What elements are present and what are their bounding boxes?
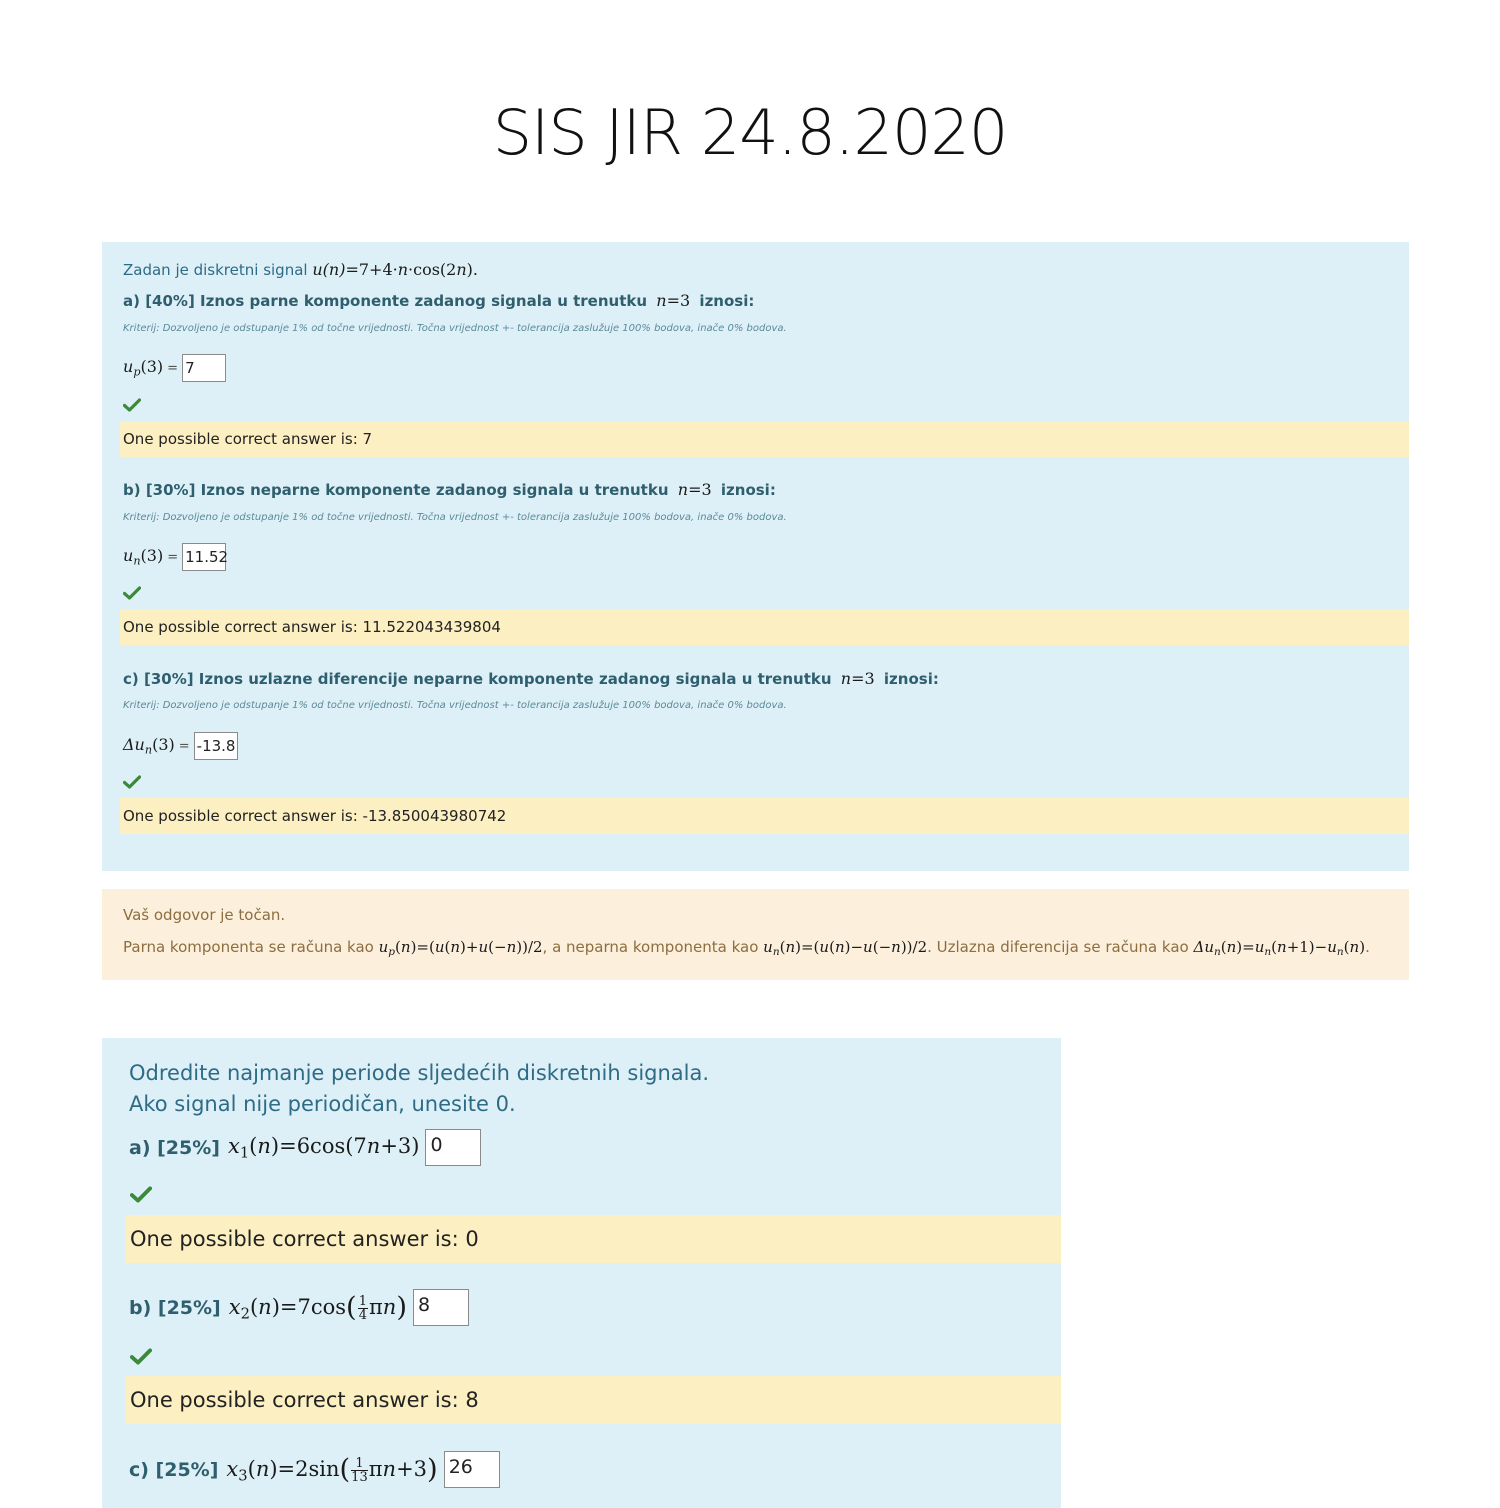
period-part-c-input[interactable]: 26	[444, 1451, 500, 1488]
part-c-answer-row	[123, 732, 238, 760]
question-2-intro	[129, 1058, 709, 1120]
part-a-label: a) [40%] Iznos parne komponente zadanog signala u trenutku	[123, 292, 648, 310]
check-icon	[123, 775, 141, 789]
check-icon	[130, 1186, 152, 1203]
part-b-answer-label: $u_n(3)$	[123, 546, 164, 568]
part-b-correct-answer: One possible correct answer is: 11.522043439804	[120, 609, 1409, 645]
period-part-a-formula: $x_1(n)=6\cos(7n+3)$	[227, 1133, 420, 1162]
feedback-text-4: .	[1365, 938, 1370, 956]
period-part-b	[129, 1289, 469, 1326]
part-b-suffix: iznosi:	[720, 481, 776, 499]
part-a-suffix: iznosi:	[699, 292, 755, 310]
part-b-condition: n=3	[677, 480, 712, 499]
part-a-heading	[123, 291, 754, 310]
equals-sign: =	[178, 738, 190, 754]
period-part-b-input[interactable]: 8	[413, 1289, 469, 1326]
part-c-answer-label: $\Delta u_n(3)$	[123, 735, 175, 757]
feedback-text-3: . Uzlazna diferencija se računa kao	[927, 938, 1189, 956]
period-part-c	[129, 1451, 500, 1488]
page-title: SIS JIR 24.8.2020	[492, 96, 1008, 169]
feedback-explanation	[123, 938, 1370, 958]
part-a-answer-row	[123, 354, 226, 382]
intro-line-1: Odredite najmanje periode sljedećih diskretnih signala.	[129, 1061, 710, 1085]
even-component-formula: $u_p(n)=(u(n)+u(-n))/2$	[378, 938, 543, 959]
part-c-answer-input[interactable]: -13.8	[194, 732, 238, 760]
period-part-b-label: b) [25%]	[129, 1296, 221, 1319]
part-c-correct-answer: One possible correct answer is: -13.850043980742	[120, 798, 1409, 834]
part-b-criteria: Kriterij: Dozvoljeno je odstupanje 1% od točne vrijednosti. Točna vrijednost +- tolerancija zaslužuje 100% bodova, inače 0% bodova.	[123, 512, 787, 523]
period-part-a-input[interactable]: 0	[425, 1129, 481, 1166]
odd-component-formula: $u_n(n)=(u(n)-u(-n))/2$	[763, 938, 928, 959]
feedback-text-2: , a neparna komponenta kao	[542, 938, 759, 956]
part-c-criteria: Kriterij: Dozvoljeno je odstupanje 1% od točne vrijednosti. Točna vrijednost +- tolerancija zaslužuje 100% bodova, inače 0% bodova.	[123, 700, 787, 711]
period-part-c-label: c) [25%]	[129, 1458, 219, 1481]
period-part-a	[129, 1129, 481, 1166]
part-a-answer-input[interactable]: 7	[182, 354, 226, 382]
part-a-criteria: Kriterij: Dozvoljeno je odstupanje 1% od točne vrijednosti. Točna vrijednost +- tolerancija zaslužuje 100% bodova, inače 0% bodova.	[123, 323, 787, 334]
question-2-card	[102, 1038, 1061, 1508]
feedback-text-1: Parna komponenta se računa kao	[123, 938, 374, 956]
part-b-heading	[123, 480, 776, 499]
equals-sign: =	[167, 549, 179, 565]
question-1-intro	[123, 260, 478, 279]
part-b-answer-input[interactable]: 11.52	[182, 543, 226, 571]
part-a-answer-label: $u_p(3)$	[123, 357, 164, 379]
feedback-result: Vaš odgovor je točan.	[123, 906, 286, 924]
part-c-label: c) [30%] Iznos uzlazne diferencije neparne komponente zadanog signala u trenutku	[123, 670, 832, 688]
part-b-answer-row	[123, 543, 229, 571]
period-part-a-label: a) [25%]	[129, 1136, 220, 1159]
signal-formula: u(n)=7+4·n·cos(2n).	[312, 260, 478, 279]
intro-line-2: Ako signal nije periodičan, unesite 0.	[129, 1092, 516, 1116]
period-part-c-formula: $x_3(n)=2\sin$( $\frac{1}{13}$ πn+3)	[226, 1454, 438, 1485]
part-b-label: b) [30%] Iznos neparne komponente zadanog signala u trenutku	[123, 481, 669, 499]
question-1-card	[102, 242, 1409, 871]
check-icon	[130, 1348, 152, 1365]
part-c-suffix: iznosi:	[883, 670, 939, 688]
intro-text: Zadan je diskretni signal	[123, 261, 308, 279]
part-a-condition: n=3	[656, 291, 691, 310]
period-part-b-formula: $x_2(n)=7\cos$( $\frac{1}{4}$ πn)	[228, 1292, 407, 1323]
period-part-a-correct-answer: One possible correct answer is: 0	[126, 1215, 1061, 1263]
part-c-condition: n=3	[840, 669, 875, 688]
equals-sign: =	[167, 360, 179, 376]
part-a-correct-answer: One possible correct answer is: 7	[120, 421, 1409, 457]
check-icon	[123, 398, 141, 412]
general-feedback	[102, 889, 1409, 980]
check-icon	[123, 586, 141, 600]
part-c-heading	[123, 669, 939, 688]
period-part-b-correct-answer: One possible correct answer is: 8	[126, 1376, 1061, 1424]
difference-formula: $\Delta u_n(n)=u_n(n+1)-u_n(n)$	[1193, 938, 1366, 959]
